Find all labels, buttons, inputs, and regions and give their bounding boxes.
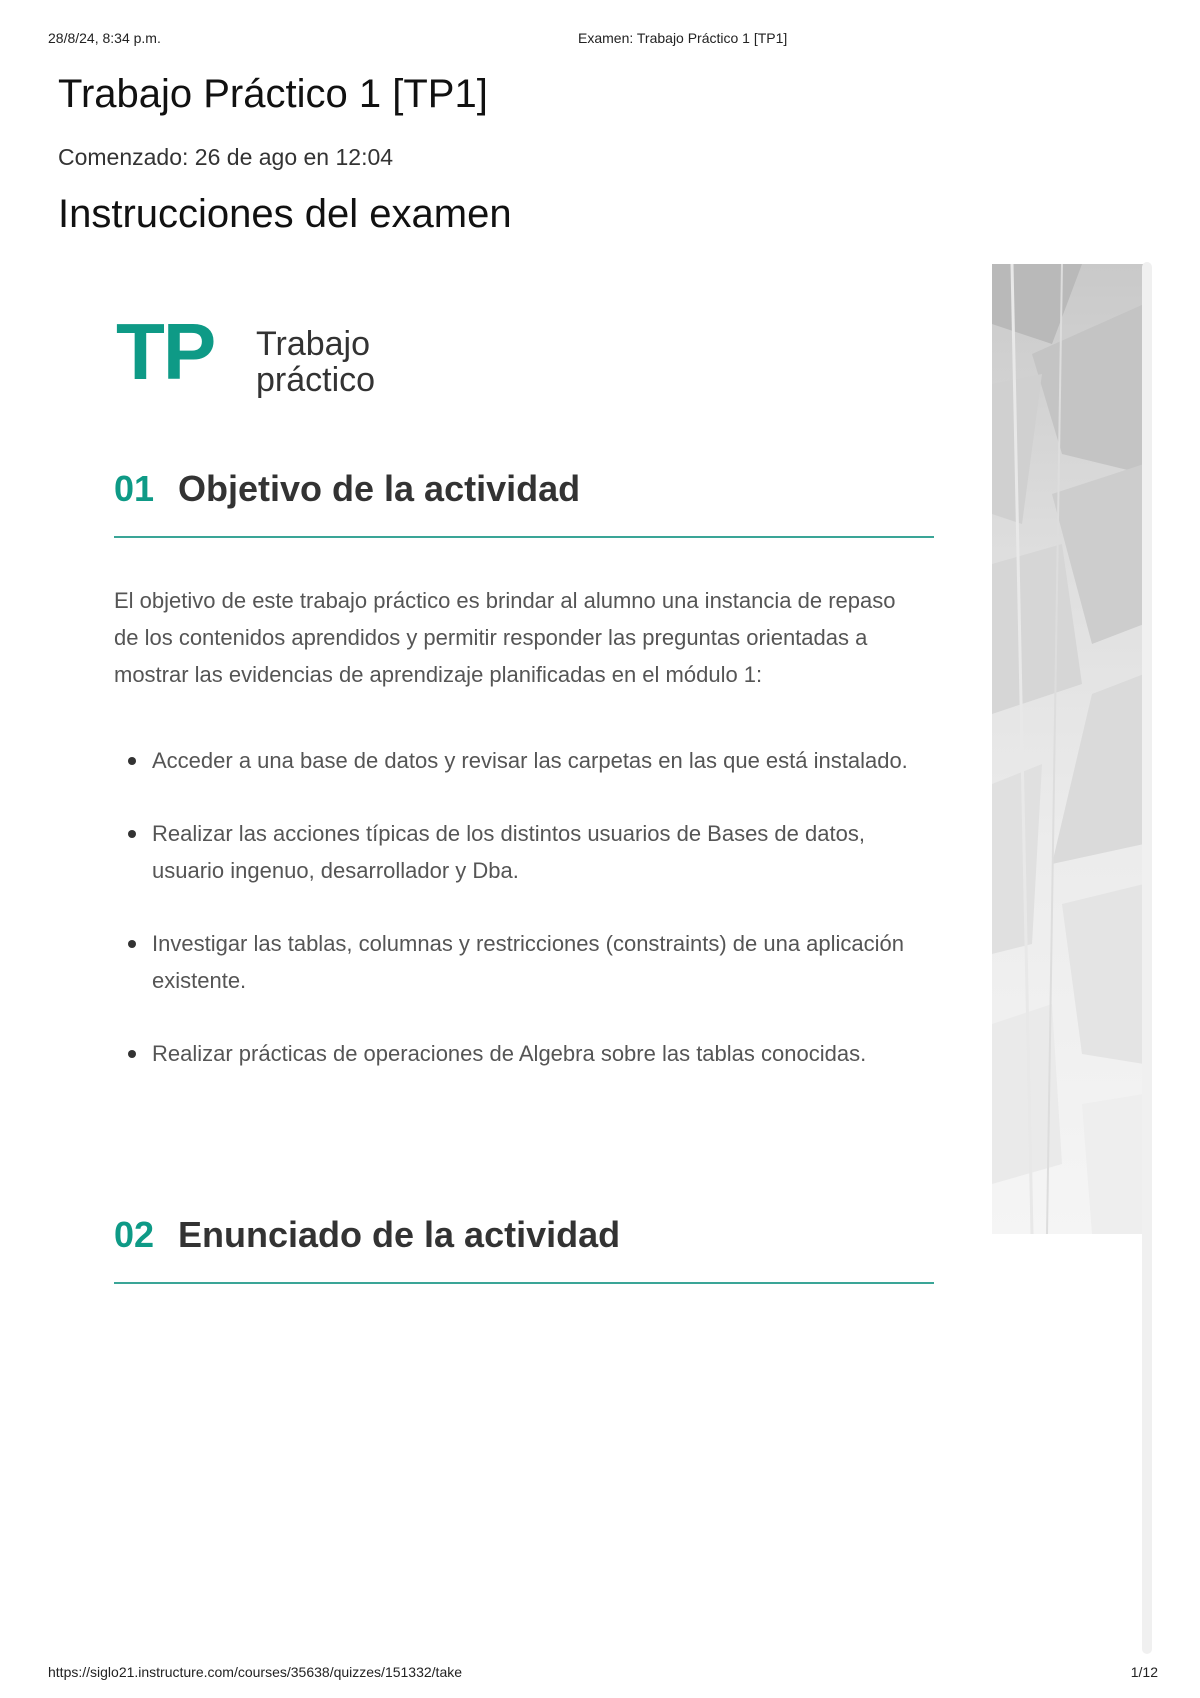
list-item [114, 925, 914, 999]
tp-logo-letters: TP [116, 307, 215, 396]
print-page-number: 1/12 [1130, 1664, 1158, 1680]
list-item-text: Realizar las acciones típicas de los distintos usuarios de Bases de datos, usuario ingenuo, desarrollador y Dba. [152, 821, 865, 883]
page-scrollbar[interactable] [1142, 262, 1152, 1654]
tp-logo-word-2: práctico [256, 361, 376, 399]
list-item [114, 1035, 914, 1072]
bullet-icon [128, 1050, 136, 1058]
section-divider [114, 536, 934, 538]
list-item-text: Acceder a una base de datos y revisar las carpetas en las que está instalado. [152, 748, 908, 773]
quiz-title: Trabajo Práctico 1 [TP1] [58, 72, 488, 116]
bullet-icon [128, 757, 136, 765]
tp-logo-words [256, 326, 375, 398]
list-item-text: Investigar las tablas, columnas y restricciones (constraints) de una aplicación existente. [152, 931, 905, 993]
section-divider [114, 1282, 934, 1284]
list-item-text: Realizar prácticas de operaciones de Algebra sobre las tablas conocidas. [152, 1041, 867, 1066]
print-page-title: Examen: Trabajo Práctico 1 [TP1] [578, 30, 788, 46]
objective-intro: El objetivo de este trabajo práctico es brindar al alumno una instancia de repaso de los contenidos aprendidos y permitir responder las preguntas orientadas a mostrar las evidencias de aprendizaje planificadas en el módulo 1: [114, 588, 896, 687]
bullet-icon [128, 940, 136, 948]
list-item [114, 815, 914, 889]
print-url: https://siglo21.instructure.com/courses/35638/quizzes/151332/take [48, 1664, 463, 1680]
bullet-icon [128, 830, 136, 838]
objective-list [114, 742, 914, 1108]
section-title: Objetivo de la actividad [178, 468, 581, 509]
tp-logo-word-1: Trabajo [256, 325, 371, 363]
section-title: Enunciado de la actividad [178, 1214, 621, 1255]
section-number: 02 [114, 1214, 155, 1255]
instructions-heading: Instrucciones del examen [58, 192, 512, 236]
architecture-photo-icon [992, 264, 1144, 1234]
list-item [114, 742, 914, 779]
print-header [0, 30, 1200, 50]
print-date: 28/8/24, 8:34 p.m. [48, 30, 161, 46]
section-number: 01 [114, 468, 155, 509]
started-timestamp: Comenzado: 26 de ago en 12:04 [58, 144, 394, 170]
decorative-side-image [992, 264, 1144, 1234]
